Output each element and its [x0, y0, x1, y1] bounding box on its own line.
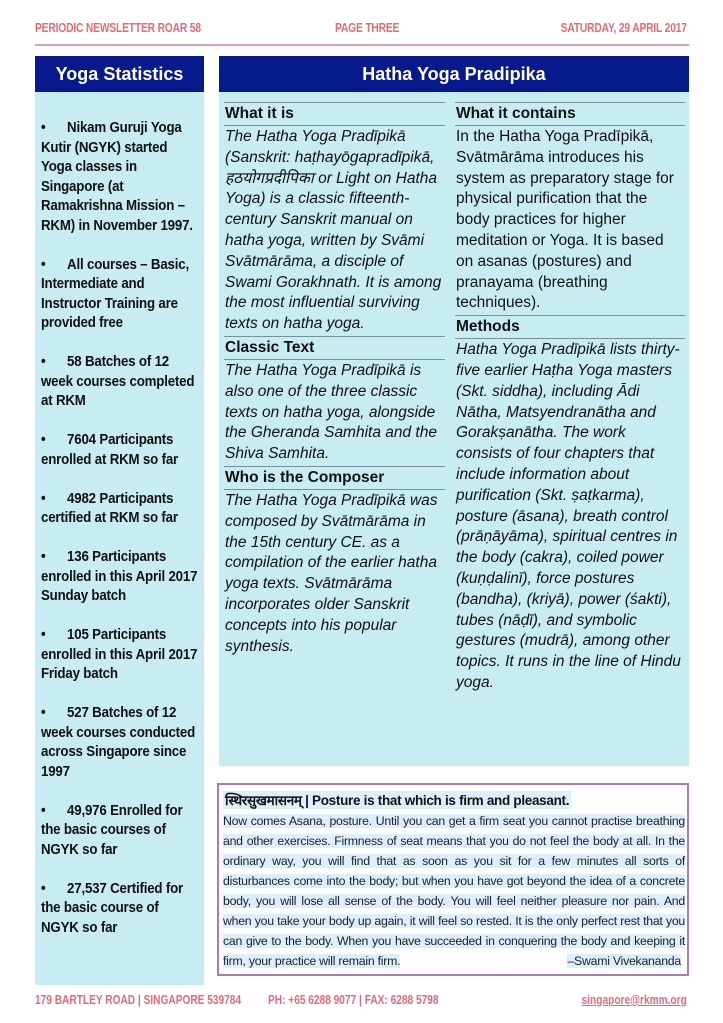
stat-item: • 136 Participants enrolled in this April 2017 Sunday batch: [41, 549, 198, 604]
hatha-yoga-pradipika-panel: [219, 56, 689, 766]
bullet-icon: •: [41, 120, 46, 136]
stat-item: • 58 Batches of 12 week courses completed at RKM: [41, 354, 195, 409]
section-heading: Methods: [455, 315, 685, 339]
page-number: PAGE THREE: [335, 21, 400, 35]
section-heading: What it is: [224, 102, 445, 126]
stat-item: • 49,976 Enrolled for the basic courses of NGYK so far: [41, 802, 183, 858]
section-heading: Classic Text: [224, 336, 445, 360]
footer-phone: PH: +65 6288 9077 | FAX: 6288 5798: [268, 992, 439, 1007]
section-text: The Hatha Yoga Pradīpikā is also one of the three classic texts on hatha yoga, alongside the Gheranda Samhita and the Shiva Samhita.: [225, 361, 437, 463]
yoga-statistics-panel: [35, 56, 204, 985]
section-what-it-is: [224, 102, 445, 336]
stat-item: • 527 Batches of 12 week courses conducted across Singapore since 1997: [41, 705, 196, 780]
section-text: In the Hatha Yoga Pradīpikā, Svātmārāma introduces his system as preparatory stage for physical purification that the body practices for higher meditation or Yoga. It is based on asanas (postures) and pranayama (breathing techniques).: [456, 128, 674, 312]
stat-item: • All courses – Basic, Intermediate and Instructor Training are provided free: [41, 256, 189, 331]
bullet-icon: •: [41, 549, 46, 565]
article-column-left: [224, 102, 445, 658]
footer-email-link[interactable]: singapore@rkmm.org: [581, 992, 687, 1007]
bullet-icon: •: [41, 705, 46, 721]
quote-title: स्थिरसुखमासनम् | Posture is that which is firm and pleasant.: [225, 793, 570, 808]
bullet-icon: •: [41, 490, 46, 507]
quote-text: [223, 811, 685, 971]
bullet-icon: •: [41, 627, 46, 643]
bullet-icon: •: [41, 432, 46, 448]
stat-item: • Nikam Guruji Yoga Kutir (NGYK) started Yoga classes in Singapore (at Ramakrishna Mission – RKM) in November 1997.: [41, 120, 193, 234]
section-classic-text: [224, 336, 445, 466]
yoga-statistics-title: Yoga Statistics: [35, 56, 204, 92]
section-heading: Who is the Composer: [224, 466, 445, 490]
bullet-icon: •: [41, 802, 46, 819]
article-title: Hatha Yoga Pradipika: [219, 56, 689, 92]
quote-author: –Swami Vivekananda: [567, 954, 681, 968]
stat-item: • 27,537 Certified for the basic course of NGYK so far: [41, 880, 184, 936]
statistics-list: [35, 92, 204, 938]
stat-item: • 4982 Participants certified at RKM so far: [41, 490, 178, 526]
section-heading: What it contains: [455, 102, 685, 126]
bullet-icon: •: [41, 256, 46, 273]
section-text: The Hatha Yoga Pradīpikā was composed by Svātmārāma in the 15th century CE. as a compilation of the earlier hatha yoga texts. Svātmārāma incorporates older Sanskrit concepts into his popular synthesis.: [225, 491, 438, 655]
bullet-icon: •: [41, 354, 46, 370]
section-text: The Hatha Yoga Pradīpikā (Sanskrit: haṭhayōgapradīpikā, हठयोगप्रदीपिका or Light on Hatha Yoga) is a classic fifteenth-century Sanskrit manual on hatha yoga, written by Svāmi Svātmārāma, a disciple of Swami Gorakhnath. It is among the most influential surviving texts on hatha yoga.: [225, 128, 442, 333]
stat-item: • 7604 Participants enrolled at RKM so far: [41, 432, 179, 468]
vivekananda-quote-box: [217, 783, 689, 976]
issue-date: SATURDAY, 29 APRIL 2017: [560, 21, 687, 35]
stat-item: • 105 Participants enrolled in this April 2017 Friday batch: [41, 627, 198, 682]
header-divider: [35, 44, 689, 46]
article-column-right: [455, 102, 685, 695]
newsletter-issue: PERIODIC NEWSLETTER ROAR 58: [35, 21, 201, 35]
quote-body: Now comes Asana, posture. Until you can get a firm seat you cannot practise breathing and other exercises. Firmness of seat means that you do not feel the body at all. In the ordinary way, you will find that as soon as you sit for a few minutes all sorts of disturbances come into the body; but when you have got beyond the idea of a concrete body, you will lose all sense of the body. You will feel neither pleasure nor pain. And when you take your body up again, it will feel so rested. It is the only perfect rest that you can give to the body. When you have succeeded in conquering the body and keeping it firm, your practice will remain firm.: [223, 814, 685, 968]
section-who-is-the-composer: [224, 466, 445, 658]
section-methods: [455, 315, 685, 695]
section-what-it-contains: [455, 102, 685, 315]
section-text: Hatha Yoga Pradīpikā lists thirty-five earlier Haṭha Yoga masters (Skt. siddha), including Ādi Nātha, Matsyendranātha and Gorakṣanātha. The work consists of four chapters that include information about purification (Skt. ṣaṭkarma), posture (āsana), breath control (prāṇāyāma), spiritual centres in the body (cakra), coiled power (kuṇḍalinī), force postures (bandha), (kriyā), power (śakti), tubes (nāḍī), and symbolic gestures (mudrā), among other topics. It runs in the line of Hindu yoga.: [456, 341, 681, 691]
footer-address: 179 BARTLEY ROAD | SINGAPORE 539784: [35, 992, 242, 1007]
bullet-icon: •: [41, 880, 46, 897]
